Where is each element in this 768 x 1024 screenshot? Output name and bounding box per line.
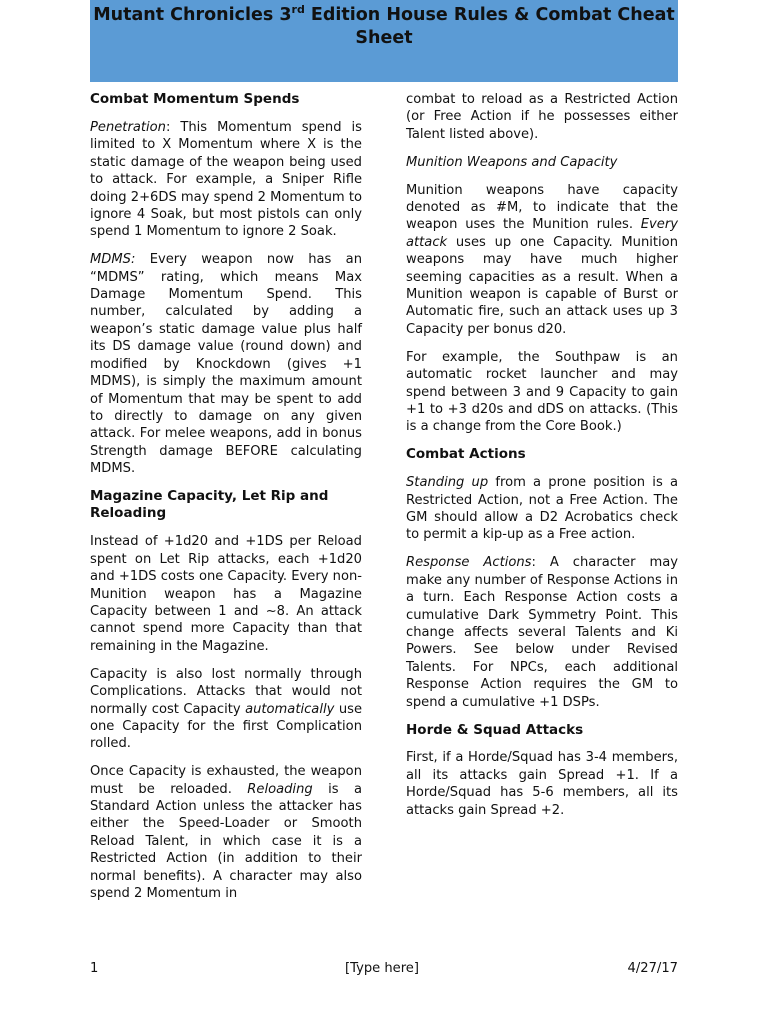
title-text-rest: Edition House Rules & Combat Cheat Sheet [304,5,675,48]
heading-combat-momentum: Combat Momentum Spends [90,91,300,107]
paragraph-penetration [90,119,362,241]
heading-horde-squad: Horde & Squad Attacks [406,721,584,738]
page-title [90,4,678,49]
term-penetration: Penetration [90,119,166,135]
response-actions-text: : A character may make any number of Response Actions in a turn. Each Response Action costs a cumulative Dark Symmetry Point. This change affects several Talents and Ki Powers. See below under Revised Talents. For NPCs, each additional Response Action requires the GM to spend a cumulative +1 DSPs. [406,555,678,710]
heading-combat-actions: Combat Actions [406,446,526,463]
paragraph-let-rip: Instead of +1d20 and +1DS per Reload spent on Let Rip attacks, each +1d20 and +1DS costs one Capacity. Every non-Munition weapon has a Magazine Capacity between 1 and ~8. An attack cannot spend more Capacity than that remaining in the Magazine. [90,534,362,654]
mdms-text: Every weapon now has an “MDMS” rating, which means Max Damage Momentum Spend. This number, calculated by adding a weapon’s static damage value plus half its DS damage value (round down) and modified by Knockdown (gives +1 MDMS), is simply the maximum amount of Momentum that may be spent to add to directly to damage on any given attack. For melee weapons, add in bonus Strength damage BEFORE calculating MDMS. [90,252,362,477]
emphasis-reloading: Reloading [247,781,313,797]
paragraph-response-actions [406,554,678,711]
page-number: 1 [90,961,99,976]
footer-date: 4/27/17 [627,961,678,976]
paragraph-reload-continued: combat to reload as a Restricted Action (or Free Action if he possesses either Talent listed above). [406,92,678,142]
standing-up-text: from a prone position is a Restricted Action, not a Free Action. The GM should allow a D2 Acrobatics check to permit a kip-up as a Free action. [406,475,678,543]
left-column [90,91,362,913]
footer-placeholder: [Type here] [345,961,419,976]
paragraph-munition-capacity [406,182,678,339]
paragraph-horde-spread: First, if a Horde/Squad has 3-4 members, all its attacks gain Spread +1. If a Horde/Squad has 5-6 members, all its attacks gain Spread +2. [406,750,678,818]
paragraph-complications [90,666,362,753]
paragraph-reloading [90,763,362,902]
emphasis-automatically: automatically [245,701,335,717]
reloading-text-a: Once Capacity is exhausted, the weapon must be reloaded. [90,764,362,797]
heading-magazine-capacity: Magazine Capacity, Let Rip and Reloading [90,488,329,522]
heading-munition-weapons: Munition Weapons and Capacity [406,154,618,170]
reloading-text-b: is a Standard Action unless the attacker has either the Speed-Loader or Smooth Reload Talent, in which case it is a Restricted Action (in addition to their normal benefits). A character may also spend 2 Momentum in [90,781,363,902]
complications-text-a: Capacity is also lost normally through Complications. Attacks that would not normally cost Capacity [90,666,362,717]
title-text: Mutant Chronicles 3 [93,5,292,25]
penetration-text: : This Momentum spend is limited to X Momentum where X is the static damage of the weapon being used to attack. For example, a Sniper Rifle doing 2+6DS may spend 2 Momentum to ignore 4 Soak, but most pistols can only spend 1 Momentum to ignore 2 Soak. [90,119,362,240]
complications-text-b: use one Capacity for the first Complication rolled. [90,701,362,752]
paragraph-southpaw-example: For example, the Southpaw is an automatic rocket launcher and may spend between 3 and 9 Capacity to gain +1 to +3 d20s and dDS on attacks. (This is a change from the Core Book.) [406,349,678,435]
munition-text-a: Munition weapons have capacity denoted as #M, to indicate that the weapon uses the Munition rules. [406,182,678,233]
title-superscript: rd [291,3,305,17]
right-column [406,91,678,830]
paragraph-mdms [90,251,362,477]
paragraph-standing-up [406,474,678,544]
term-mdms: MDMS: [90,252,136,268]
munition-text-b: uses up one Capacity. Munition weapons may have much higher seeming capacities as a result. When a Munition weapon is capable of Burst or Automatic fire, such an attack uses up 3 Capacity per bonus d20. [406,234,678,337]
term-standing-up: Standing up [406,475,489,491]
term-response-actions: Response Actions [406,555,532,571]
emphasis-every-attack: Every attack [406,217,678,250]
